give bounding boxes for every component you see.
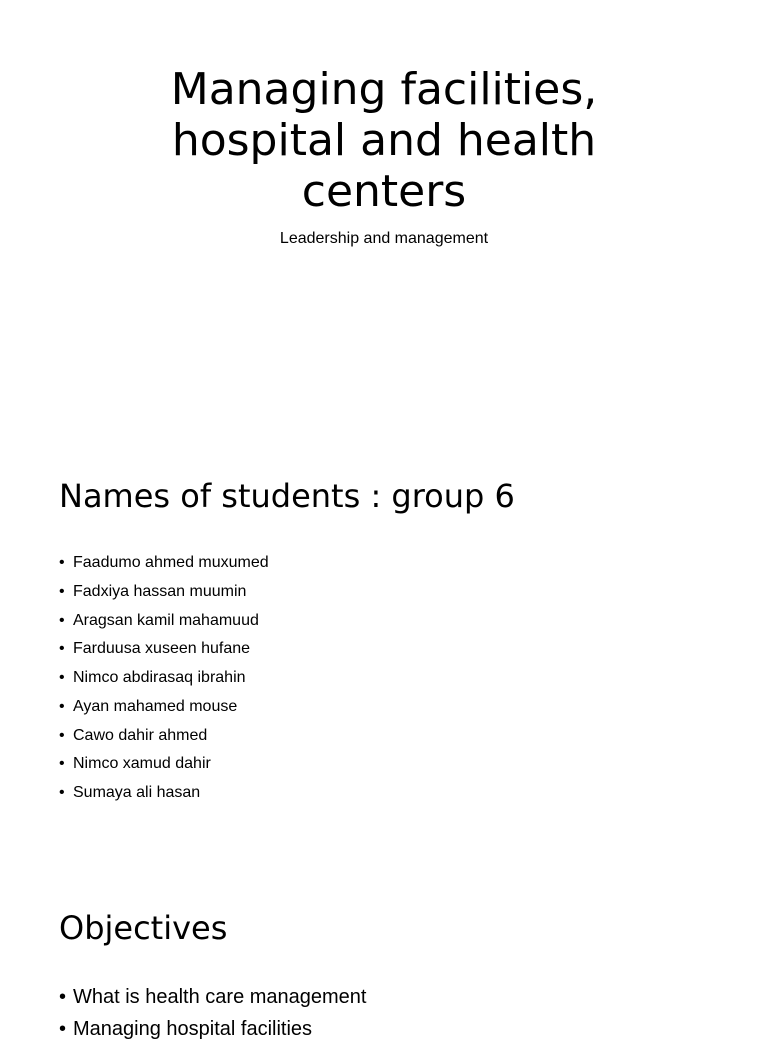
list-item: • Nimco abdirasaq ibrahin: [59, 664, 269, 693]
students-slide: [0, 432, 768, 864]
presentation-subtitle: Leadership and management: [279, 230, 489, 247]
list-item: • Cawo dahir ahmed: [59, 722, 269, 751]
list-item: • Aragsan kamil mahamuud: [59, 607, 269, 636]
list-item: • Fadxiya hassan muumin: [59, 578, 269, 607]
list-item: • Nimco xamud dahir: [59, 750, 269, 779]
students-list: [59, 549, 269, 808]
list-item: • What is health care management: [59, 981, 367, 1013]
objectives-slide: [0, 864, 768, 1040]
objectives-list: [59, 981, 367, 1045]
list-item: • Ayan mahamed mouse: [59, 693, 269, 722]
list-item: • Sumaya ali hasan: [59, 779, 269, 808]
title-slide: [0, 0, 768, 432]
students-heading: Names of students : group 6: [59, 477, 515, 515]
list-item: • Faadumo ahmed muxumed: [59, 549, 269, 578]
list-item: • Managing hospital facilities: [59, 1013, 367, 1045]
objectives-heading: Objectives: [59, 909, 228, 947]
presentation-title: Managing facilities, hospital and health centers: [170, 64, 598, 217]
list-item: • Farduusa xuseen hufane: [59, 635, 269, 664]
